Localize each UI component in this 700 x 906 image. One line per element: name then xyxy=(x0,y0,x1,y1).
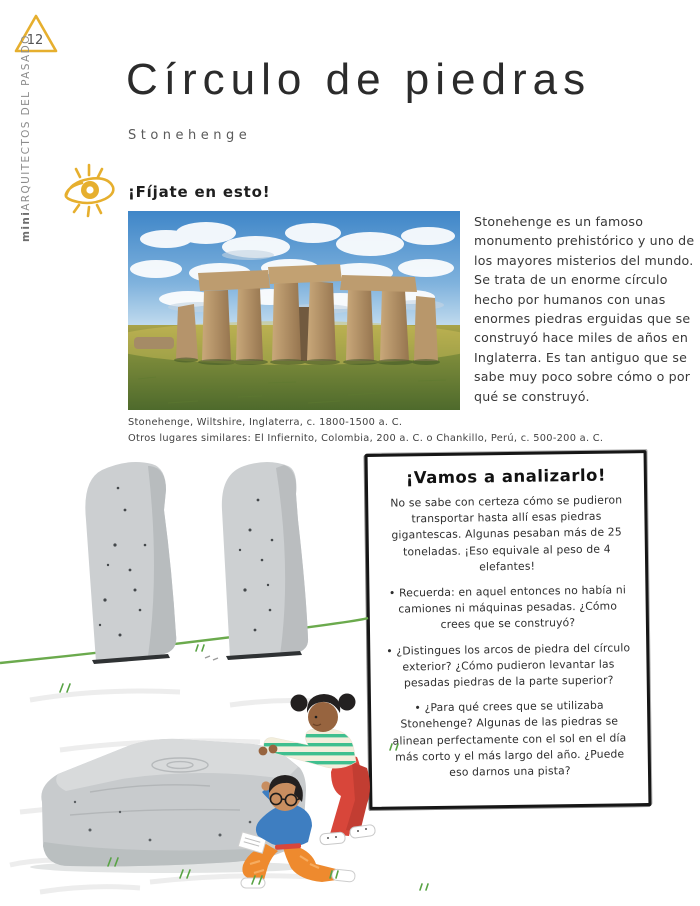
eye-icon xyxy=(56,156,122,224)
analyze-box xyxy=(365,450,652,810)
analyze-box-bullet: • Recuerda: en aquel entonces no había ni camiones ni máquinas pesadas. ¿Cómo crees que se construyó? xyxy=(388,583,627,632)
standing-stone-right xyxy=(205,462,308,660)
analyze-box-intro: No se sabe con certeza cómo se pudieron transportar hasta allí esas piedras gigantescas. Algunas pesaban más de 25 toneladas. ¡Eso equivale al peso de 4 elefantes! xyxy=(390,493,623,574)
callout-label: ¡Fíjate en esto! xyxy=(128,183,271,201)
series-vertical-label xyxy=(20,34,32,242)
photo-caption-line2: Otros lugares similares: El Infiernito, Colombia, 200 a. C. o Chankillo, Perú, c. 500-200 a. C. xyxy=(128,433,604,444)
analyze-box-title: ¡Vamos a analizarlo! xyxy=(405,465,607,488)
stonehenge-photo-art xyxy=(128,211,460,410)
page-number: 12 xyxy=(26,33,44,48)
photo-caption-line1: Stonehenge, Wiltshire, Inglaterra, c. 1800-1500 a. C. xyxy=(128,417,403,428)
analyze-box-bullet: • ¿Distingues los arcos de piedra del círculo exterior? ¿Cómo pudieron levantar las pesadas piedras de la parte superior? xyxy=(386,640,631,690)
standing-stone-left xyxy=(85,462,176,664)
horizon-line xyxy=(0,618,368,663)
intro-paragraph: Stonehenge es un famoso monumento prehistórico y uno de los mayores misterios del mundo. Se trata de un enorme círculo hecho por humanos con unas enormes piedras erguidas que se construyó hace miles de años en Inglaterra. Es tan antiguo que se sabe muy poco sobre cómo o por qué se construyó. xyxy=(474,214,695,404)
boy-character xyxy=(238,775,355,888)
series-rest: ARQUITECTOS DEL PASADO xyxy=(20,34,32,211)
girl-character xyxy=(259,694,376,846)
stonehenge-photo xyxy=(128,211,460,410)
page-subtitle: Stonehenge xyxy=(128,128,252,143)
fallen-stone xyxy=(30,739,310,873)
ground-shading xyxy=(10,691,330,892)
analyze-box-bullet: • ¿Para qué crees que se utilizaba Stonehenge? Algunas de las piedras se alinean perfectamente con el sol en el día más corto y el más largo del año. ¿Puede eso darnos una pista? xyxy=(392,698,627,779)
series-mini: mini xyxy=(20,210,32,242)
page-title: Círculo de piedras xyxy=(126,55,592,104)
